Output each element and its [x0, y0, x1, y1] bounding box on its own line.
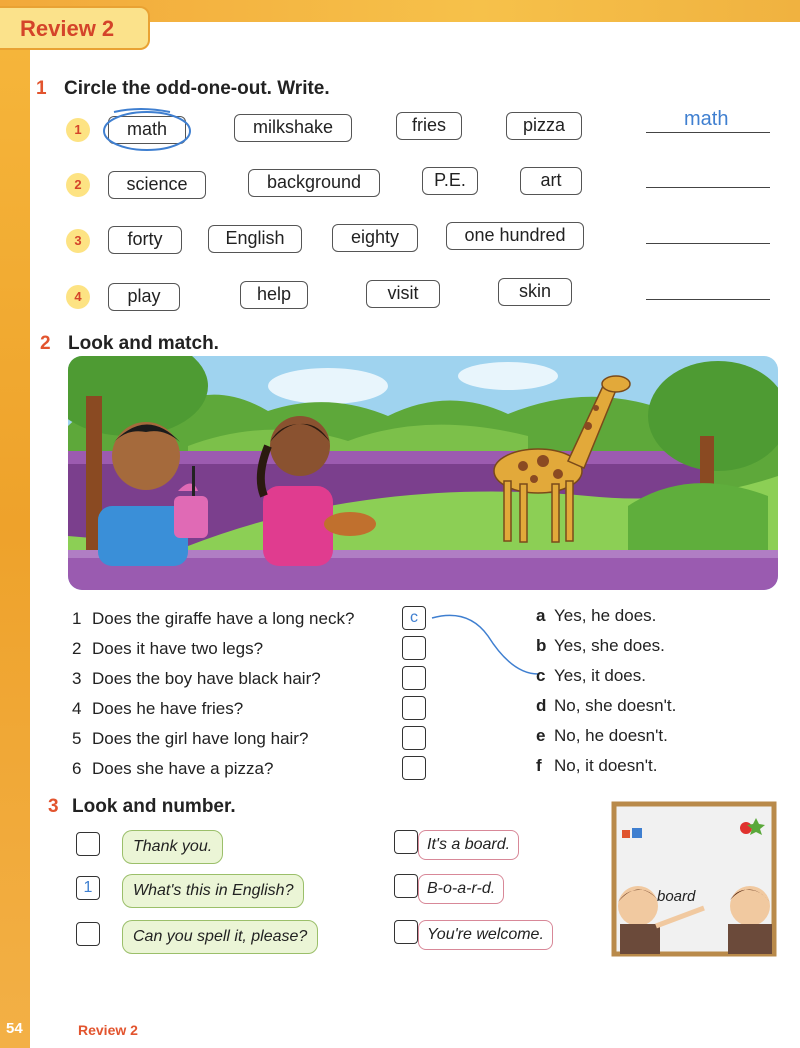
match-line — [428, 612, 548, 682]
answer-letter: b — [536, 636, 547, 655]
footer-title: Review 2 — [78, 1022, 138, 1038]
word-option[interactable]: art — [520, 167, 582, 195]
answer-text: Yes, it does. — [554, 666, 646, 685]
question-text: Does he have fries? — [92, 699, 244, 718]
answer-box[interactable] — [402, 666, 426, 690]
word-option[interactable]: English — [208, 225, 302, 253]
answer-box[interactable] — [76, 922, 100, 946]
speech-bubble: Thank you. — [122, 830, 223, 864]
answer-letter: e — [536, 726, 546, 745]
word-option[interactable]: eighty — [332, 224, 418, 252]
question-text: Does the boy have black hair? — [92, 669, 321, 688]
word-option[interactable]: one hundred — [446, 222, 584, 250]
question-number: 3 — [72, 669, 82, 688]
answer-box[interactable] — [402, 696, 426, 720]
board-illustration — [608, 798, 780, 960]
word-option[interactable]: pizza — [506, 112, 582, 140]
answer-text: No, he doesn't. — [554, 726, 668, 745]
section1-number: 1 — [36, 78, 47, 99]
word-option[interactable]: visit — [366, 280, 440, 308]
word-option[interactable]: background — [248, 169, 380, 197]
answer-box[interactable] — [394, 874, 418, 898]
page-number: 54 — [6, 1020, 23, 1037]
answer-box[interactable]: 1 — [76, 876, 100, 900]
row-number: 3 — [66, 229, 90, 253]
section3-number: 3 — [48, 796, 59, 817]
page-margin-bar — [0, 0, 30, 1048]
speech-bubble: You're welcome. — [418, 920, 553, 950]
answer-text: No, she doesn't. — [554, 696, 677, 715]
question-text: Does she have a pizza? — [92, 759, 274, 778]
question-number: 5 — [72, 729, 82, 748]
word-option[interactable]: forty — [108, 226, 182, 254]
answer-letter: f — [536, 756, 542, 775]
word-option[interactable]: science — [108, 171, 206, 199]
question-text: Does it have two legs? — [92, 639, 264, 658]
word-option[interactable]: help — [240, 281, 308, 309]
word-option[interactable]: play — [108, 283, 180, 311]
answer-letter: a — [536, 606, 546, 625]
answer-box[interactable] — [394, 830, 418, 854]
speech-bubble: It's a board. — [418, 830, 519, 860]
row-number: 4 — [66, 285, 90, 309]
written-answer: math — [684, 108, 729, 130]
answer-box[interactable] — [76, 832, 100, 856]
section3-title: Look and number. — [72, 796, 236, 817]
speech-bubble: B-o-a-r-d. — [418, 874, 504, 904]
answer-text: No, it doesn't. — [554, 756, 658, 775]
word-option[interactable]: skin — [498, 278, 572, 306]
row-number: 2 — [66, 173, 90, 197]
section2-title: Look and match. — [68, 333, 219, 354]
word-option[interactable]: P.E. — [422, 167, 478, 195]
speech-bubble: What's this in English? — [122, 874, 304, 908]
answer-box[interactable] — [402, 636, 426, 660]
section1-title: Circle the odd-one-out. Write. — [64, 78, 330, 99]
answer-line[interactable] — [646, 132, 770, 133]
board-word: board — [657, 888, 696, 905]
word-option[interactable]: milkshake — [234, 114, 352, 142]
answer-box[interactable] — [402, 756, 426, 780]
answer-line[interactable] — [646, 187, 770, 188]
section2-number: 2 — [40, 333, 51, 354]
answer-text: Yes, she does. — [554, 636, 665, 655]
word-option[interactable]: fries — [396, 112, 462, 140]
answer-line[interactable] — [646, 243, 770, 244]
question-text: Does the girl have long hair? — [92, 729, 309, 748]
answer-box[interactable] — [394, 920, 418, 944]
answer-box[interactable] — [402, 726, 426, 750]
question-number: 6 — [72, 759, 82, 778]
circle-mark — [100, 104, 196, 154]
review-tab-label: Review 2 — [20, 16, 115, 41]
question-number: 1 — [72, 609, 82, 628]
answer-box[interactable]: c — [402, 606, 426, 630]
answer-line[interactable] — [646, 299, 770, 300]
question-number: 4 — [72, 699, 82, 718]
question-text: Does the giraffe have a long neck? — [92, 609, 355, 628]
answer-letter: c — [536, 666, 546, 685]
word-option[interactable]: math — [108, 116, 186, 144]
answer-text: Yes, he does. — [554, 606, 657, 625]
speech-bubble: Can you spell it, please? — [122, 920, 318, 954]
review-tab — [0, 6, 150, 50]
row-number: 1 — [66, 118, 90, 142]
answer-letter: d — [536, 696, 547, 715]
zoo-illustration — [68, 356, 778, 590]
question-number: 2 — [72, 639, 82, 658]
